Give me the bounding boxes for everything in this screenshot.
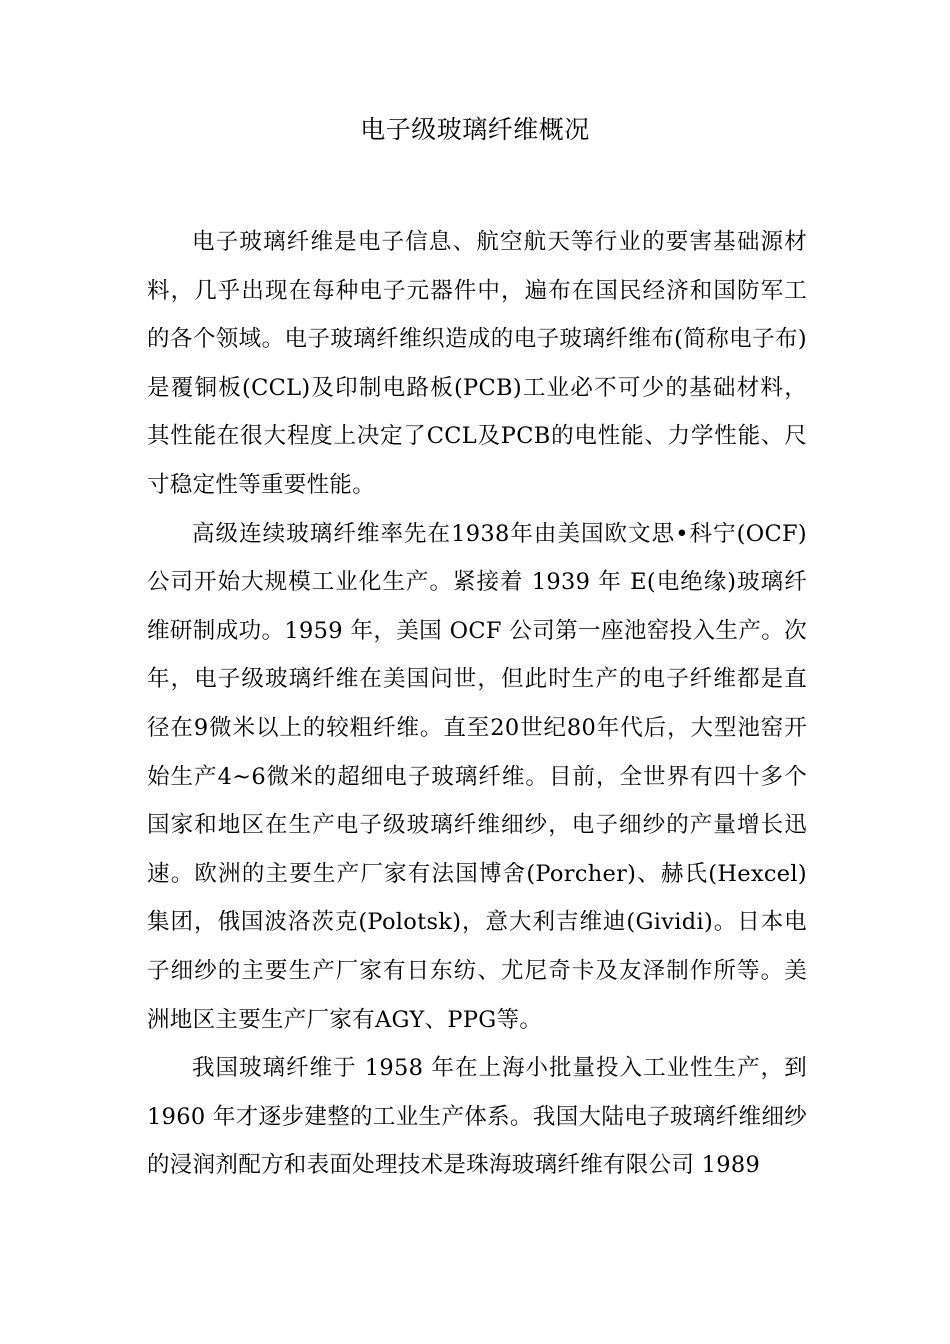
paragraph-history: 高级连续玻璃纤维率先在1938年由美国欧文思•科宁(OCF)公司开始大规模工业化生产。紧接着 1939 年 E(电绝缘)玻璃纤维研制成功。1959 年，美国 OCF 公司第一座池窑投入生产。次年，电子级玻璃纤维在美国问世，但此时生产的电子纤维都是直径在9微米以上的较粗纤维。直至20世纪80年代后，大型池窑开始生产4~6微米的超细电子玻璃纤维。目前，全世界有四十多个国家和地区在生产电子级玻璃纤维细纱，电子细纱的产量增长迅速。欧洲的主要生产厂家有法国博舍(Porcher)、赫氏(Hexcel)集团，俄国波洛茨克(Polotsk)，意大利吉维迪(Gividi)。日本电子细纱的主要生产厂家有日东纺、尤尼奇卡及友泽制作所等。美洲地区主要生产厂家有AGY、PPG等。	[147, 520, 807, 1033]
document-title: 电子级玻璃纤维概况	[360, 115, 590, 144]
document-body	[147, 218, 807, 1190]
paragraph-intro: 电子玻璃纤维是电子信息、航空航天等行业的要害基础源材料，几乎出现在每种电子元器件中，遍布在国民经济和国防军工的各个领域。电子玻璃纤维织造成的电子玻璃纤维布(简称电子布)是覆铜板(CCL)及印制电路板(PCB)工业必不可少的基础材料，其性能在很大程度上决定了CCL及PCB的电性能、力学性能、尺寸稳定性等重要性能。	[147, 229, 807, 498]
paragraph-china: 我国玻璃纤维于 1958 年在上海小批量投入工业性生产，到 1960 年才逐步建整的工业生产体系。我国大陆电子玻璃纤维细纱的浸润剂配方和表面处理技术是珠海玻璃纤维有限公司 1989	[147, 1055, 807, 1179]
